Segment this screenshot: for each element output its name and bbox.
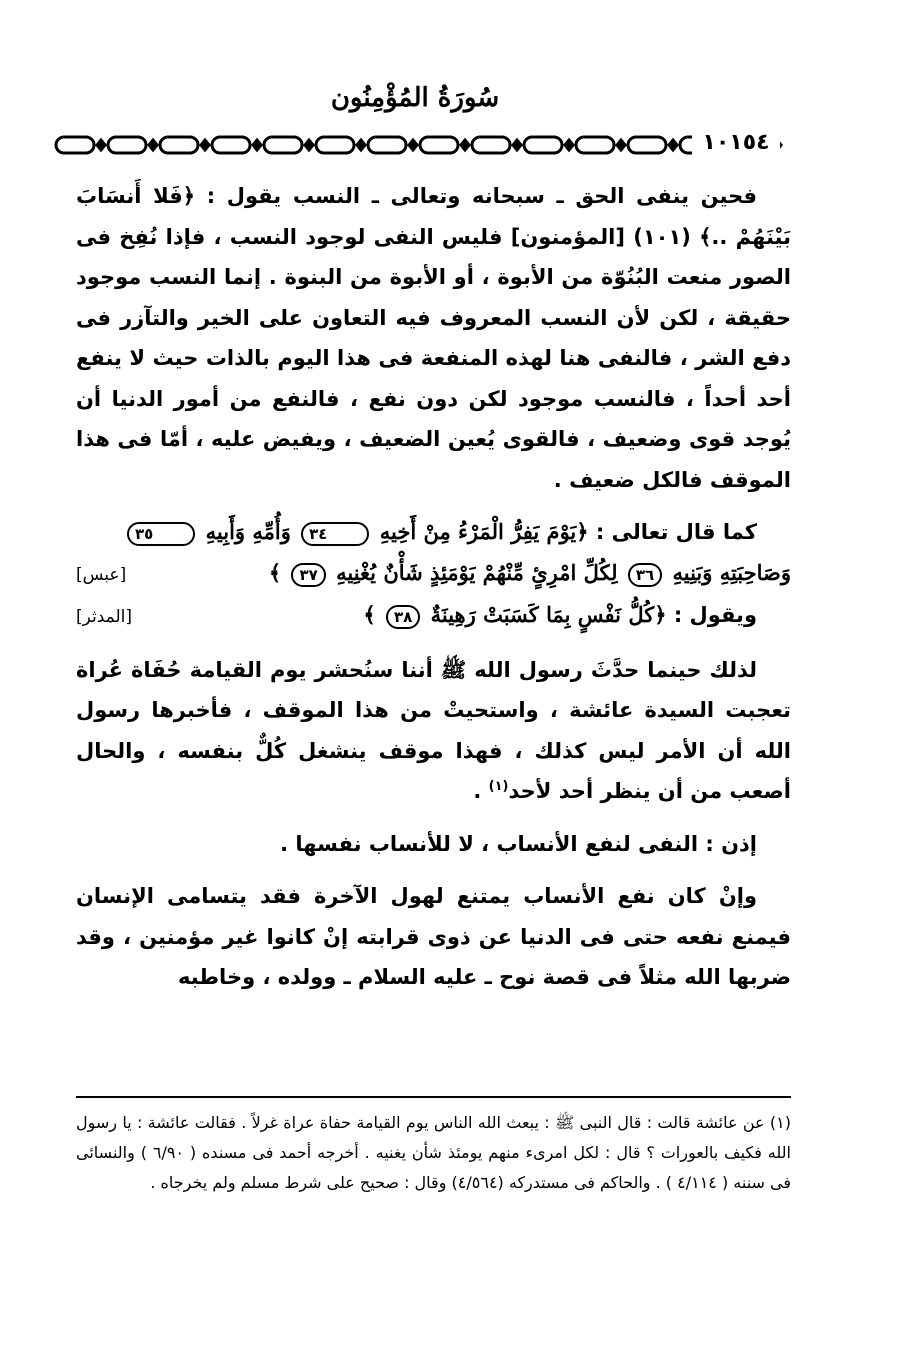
- ornament-diamond: [97, 140, 105, 150]
- quran-verse: ﴿يَوْمَ يَفِرُّ الْمَرْءُ مِنْ أَخِيهِ: [379, 519, 589, 544]
- paragraph: [76, 650, 791, 812]
- ayah-number: ٣٦: [628, 563, 662, 587]
- ornament-link: [420, 137, 458, 153]
- quran-verse: وَأُمِّهِ وَأَبِيهِ: [205, 519, 291, 544]
- surah-reference: [المدثر]: [76, 607, 133, 627]
- footnote-text: (١) عن عائشة قالت : قال النبى ﷺ : يبعث الله الناس يوم القيامة حفاة عراة غرلاً . فقالت عائشة : يا رسول الله فكيف بالعورات ؟ قال : لكل امرىء منهم يومئذ شأن يغنيه . أخرجه أحمد فى مسنده ( ٦/٩٠ ) والنسائى فى سننه ( ٤/١١٤ ) . والحاكم فى مستدركه (٤/٥٦٤) وقال : صحيح على شرط مسلم ولم يخرجاه .: [76, 1113, 792, 1192]
- ornament-diamond: [149, 140, 157, 150]
- ornament-diamond: [253, 140, 261, 150]
- page-number: ١٠١٥٤: [692, 126, 780, 160]
- ornament-link: [628, 137, 666, 153]
- verse-line: [76, 512, 791, 553]
- surah-title: سُورَةُ المُؤْمِنُون: [330, 83, 500, 113]
- ornament-link: [316, 137, 354, 153]
- footnotes: [76, 1108, 791, 1198]
- verse-intro: ويقول :: [673, 603, 757, 627]
- paragraph: إذن : النفى لنفع الأنساب ، لا للأنساب نفسها .: [280, 831, 757, 856]
- verse-line: [76, 553, 791, 596]
- paragraph: وإنْ كان نفع الأنساب يمتنع لهول الآخرة فقد يتسامى الإنسان فيمنع نفعه حتى فى الدنيا عن ذوى قرابته إنْ كانوا غير مؤمنين ، وقد ضربها الله مثلاً فى قصة نوح ـ عليه السلام ـ وولده ، وخاطبه: [76, 884, 791, 989]
- ornament-diamond: [305, 140, 313, 150]
- ornament-diamond: [669, 140, 677, 150]
- ornament-link: [576, 137, 614, 153]
- ornament-link: [108, 137, 146, 153]
- ayah-number: ٣٤: [301, 522, 369, 546]
- footnote-marker: (١): [488, 779, 509, 794]
- ornament-diamond: [617, 140, 625, 150]
- ayah-number: ٣٧: [291, 563, 325, 587]
- ornament-diamond: [513, 140, 521, 150]
- paragraph: فحين ينفى الحق ـ سبحانه وتعالى ـ النسب يقول : ﴿فَلا أَنسَابَ بَيْنَهُمْ ..﴾ (١٠١) [المؤمنون] فليس النفى لوجود النسب ، فإذا نُفِخ فى الصور منعت البُنُوّة من الأبوة ، أو الأبوة من البنوة . إنما النسب موجود حقيقة ، لكن لأن النسب المعروف فيه التعاون على الخير والتآزر فى دفع الشر ، فالنفى هنا لهذه المنفعة فى هذا اليوم بالذات حيث لا ينفع أحد أحداً ، فالنسب موجود لكن دون نفع ، فالنفع من أمور الدنيا أن يُوجد قوى وضعيف ، فالقوى يُعين الضعيف ، ويفيض عليه ، أمّا فى هذا الموقف فالكل ضعيف .: [76, 184, 791, 492]
- ayah-number: ٣٨: [386, 605, 420, 629]
- ornament-link: [160, 137, 198, 153]
- ornament-diamond: [357, 140, 365, 150]
- verse-line: [76, 595, 791, 638]
- verse-close: ﴾: [268, 559, 282, 585]
- verse-intro: كما قال تعالى :: [595, 520, 757, 544]
- verse-close: ﴾: [363, 602, 376, 627]
- ornament-diamond: [565, 140, 573, 150]
- ornament-link: [472, 137, 510, 153]
- ornament-diamond: [461, 140, 469, 150]
- ornament-link: [264, 137, 302, 153]
- quran-verse: لِكُلِّ امْرِئٍ مِّنْهُمْ يَوْمَئِذٍ شَأْنٌ يُغْنِيهِ: [336, 559, 618, 585]
- paragraph-end: .: [473, 779, 489, 803]
- paragraph-text: لذلك حينما حدَّثَ رسول الله ﷺ أننا سنُحشر يوم القيامة حُفَاة عُراة تعجبت السيدة عائشة ، واستحيتْ من هذا الموقف ، فأخبرها رسول الله أن الأمر ليس كذلك ، فهذا موقف ينشغل كُلٌّ بنفسه ، والحال أصعب من أن ينظر أحد لأحد: [76, 657, 791, 803]
- ornament-link: [56, 137, 94, 153]
- verse-block-abasa: [76, 512, 791, 638]
- surah-reference: [عبس]: [76, 564, 127, 585]
- ayah-number: ٣٥: [127, 522, 195, 546]
- ornament-link: [212, 137, 250, 153]
- main-text: [76, 176, 791, 998]
- ornament-diamond: [409, 140, 417, 150]
- footnote-divider: [76, 1096, 791, 1098]
- ornament-link: [524, 137, 562, 153]
- quran-verse: وَصَاحِبَتِهِ وَبَنِيهِ: [672, 559, 791, 585]
- ornament-link: [368, 137, 406, 153]
- quran-verse: ﴿كُلُّ نَفْسٍ بِمَا كَسَبَتْ رَهِينَةٌ: [430, 602, 667, 627]
- ornament-diamond: [201, 140, 209, 150]
